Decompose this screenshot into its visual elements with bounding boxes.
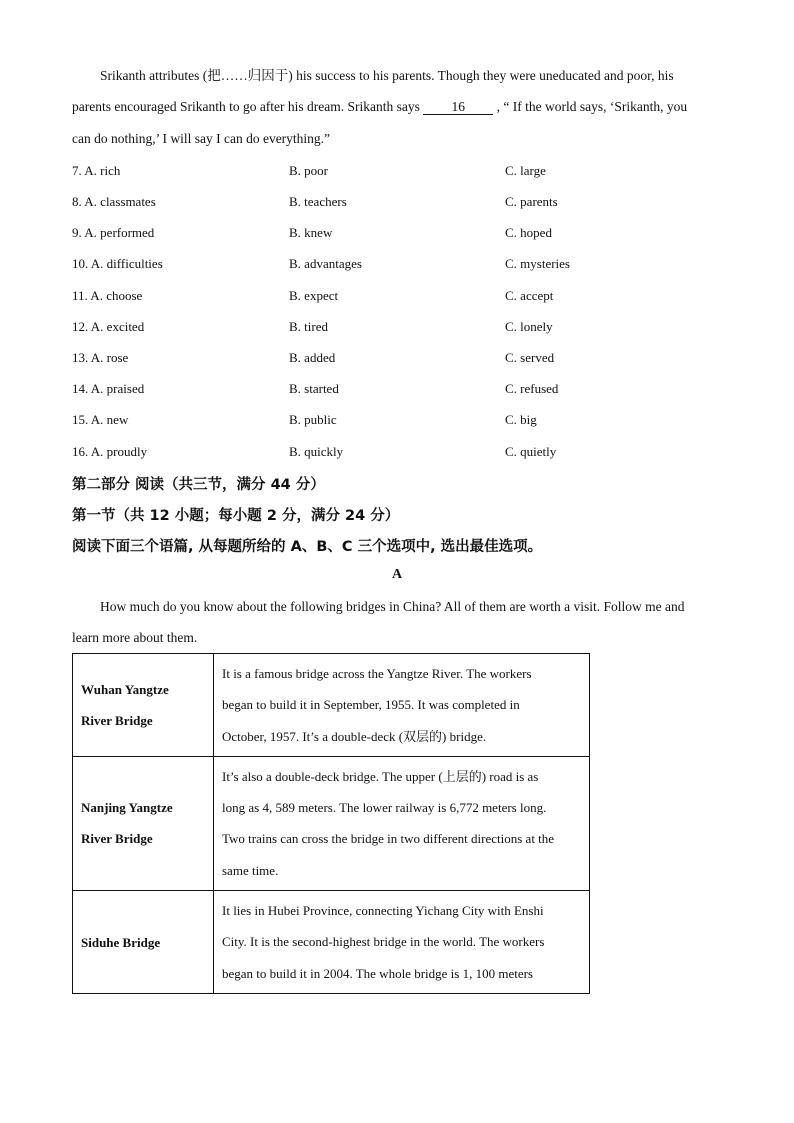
table-row [73,654,590,757]
option-a: 11. A. choose [72,288,143,303]
option-row [72,163,712,183]
option-a: 8. A. classmates [72,194,156,209]
passage-intro-line-1: How much do you know about the following bridges in China? All of them are worth a visit. Follow me and [100,599,685,614]
option-c: C. mysteries [505,256,570,271]
option-row [72,412,712,432]
option-c: C. large [505,163,546,178]
bridge-desc-line: Two trains can cross the bridge in two different directions at the [222,831,555,847]
option-row [72,225,712,245]
option-b: B. public [289,412,337,427]
bridge-description [214,756,590,890]
option-row [72,194,712,214]
option-a: 15. A. new [72,412,129,427]
bridge-desc-line: It lies in Hubei Province, connecting Yichang City with Enshi [222,903,544,919]
subsection-title: 第一节（共 12 小题；每小题 2 分，满分 24 分） [72,508,400,524]
part-title: 第二部分 阅读（共三节，满分 44 分） [72,477,325,493]
bridge-desc-line: It is a famous bridge across the Yangtze River. The workers [222,666,532,681]
option-a: 14. A. praised [72,381,145,396]
option-a: 9. A. performed [72,225,155,240]
bridge-name-line: Siduhe Bridge [81,934,161,950]
option-row [72,444,712,464]
bridges-table [72,653,590,994]
bridge-desc-line: began to build it in September, 1955. It was completed in [222,697,520,713]
option-c: C. quietly [505,444,557,459]
option-row [72,288,712,308]
option-b: B. advantages [289,256,362,271]
passage-letter: A [391,567,403,582]
option-a: 13. A. rose [72,350,129,365]
bridge-description [214,891,590,994]
instructions: 阅读下面三个语篇, 从每题所给的 A、B、C 三个选项中, 选出最佳选项。 [72,539,543,555]
bridge-desc-line: City. It is the second-highest bridge in the world. The workers [222,934,545,950]
passage-intro [72,591,712,654]
intro-line-2: parents encouraged Srikanth to go after his dream. Srikanth says 16 , “ If the world says, ‘Srikanth, you [72,99,688,115]
intro-paragraph [72,60,712,154]
option-b: B. quickly [289,444,344,459]
option-a: 10. A. difficulties [72,256,163,271]
passage-intro-line-2: learn more about them. [72,630,198,646]
intro-line-3: can do nothing,’ I will say I can do everything.” [72,130,331,146]
option-c: C. hoped [505,225,552,240]
bridge-name [73,654,214,757]
option-b: B. started [289,381,339,396]
option-a: 7. A. rich [72,163,121,178]
table-row [73,891,590,994]
bridge-name-line: Nanjing Yangtze [81,800,173,816]
bridge-description [214,654,590,757]
blank-16: 16 [423,100,493,115]
option-c: C. parents [505,194,558,209]
option-a: 16. A. proudly [72,444,148,459]
bridge-name-line: River Bridge [81,831,153,847]
option-c: C. accept [505,288,554,303]
bridge-desc-line: October, 1957. It’s a double-deck (双层的) bridge. [222,728,487,744]
bridge-desc-line: same time. [222,862,279,878]
table-row [73,756,590,890]
option-row [72,350,712,370]
bridge-name-line: Wuhan Yangtze [81,681,169,697]
option-row [72,256,712,276]
option-row [72,319,712,339]
bridge-desc-line: long as 4, 589 meters. The lower railway is 6,772 meters long. [222,800,547,816]
option-b: B. teachers [289,194,347,209]
bridge-name-line: River Bridge [81,712,153,728]
bridge-name [73,891,214,994]
option-b: B. added [289,350,336,365]
option-b: B. knew [289,225,333,240]
bridge-desc-line: It’s also a double-deck bridge. The upper (上层的) road is as [222,768,539,784]
option-c: C. served [505,350,555,365]
bridge-name [73,756,214,890]
bridge-desc-line: began to build it in 2004. The whole bridge is 1, 100 meters [222,965,533,981]
intro-line-1: Srikanth attributes (把……归因于) his success to his parents. Though they were uneducated and poor, his [100,68,674,83]
option-c: C. big [505,412,537,427]
option-a: 12. A. excited [72,319,145,334]
option-row [72,381,712,401]
option-b: B. tired [289,319,328,334]
option-b: B. expect [289,288,339,303]
option-b: B. poor [289,163,328,178]
option-c: C. lonely [505,319,553,334]
option-c: C. refused [505,381,559,396]
